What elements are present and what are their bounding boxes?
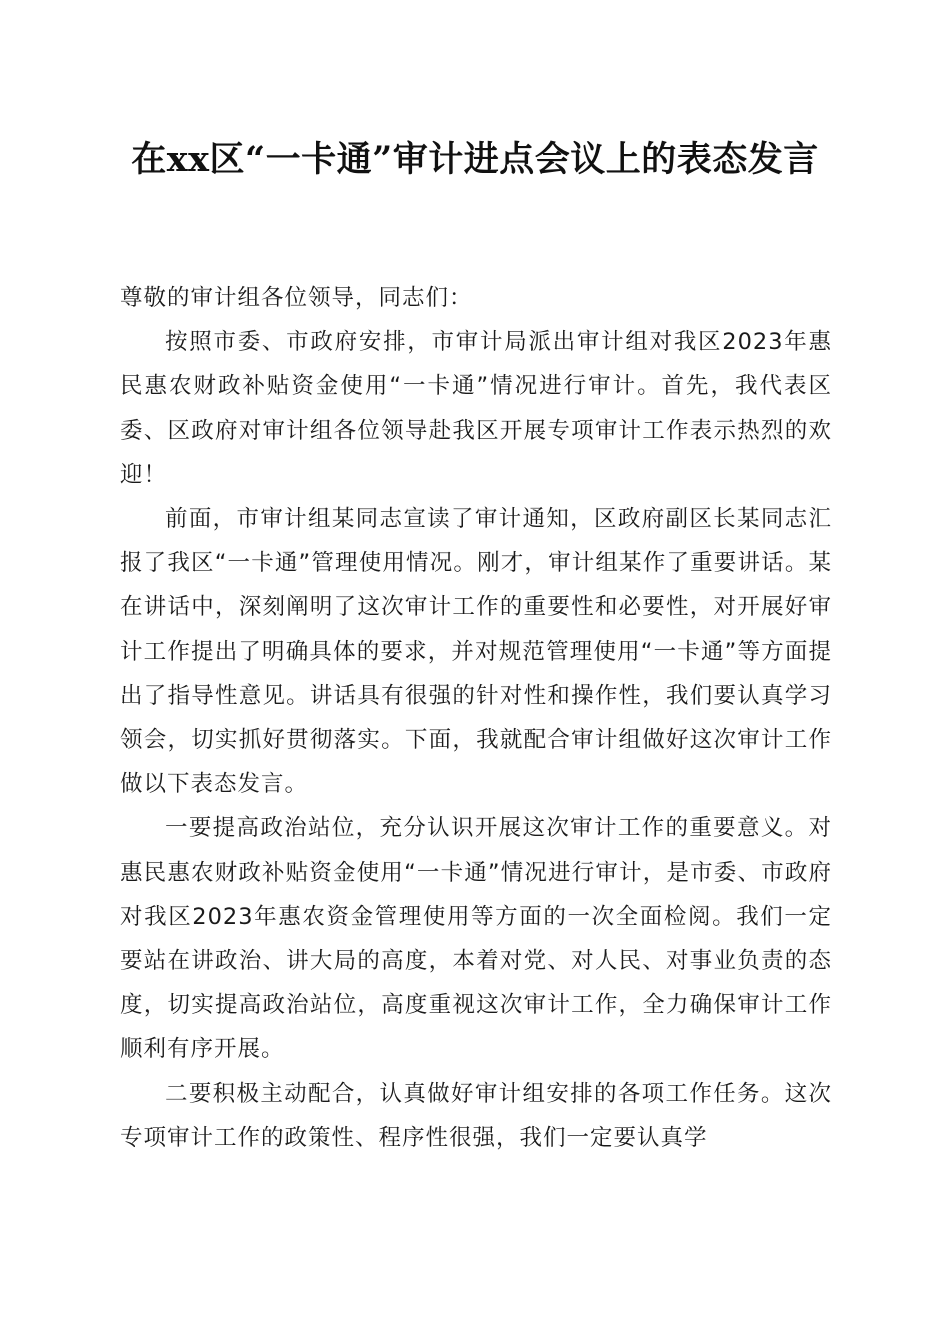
document-body [120,276,832,1160]
document-title: 在xx区“一卡通”审计进点会议上的表态发言 [131,139,819,180]
salutation: 尊敬的审计组各位领导，同志们： [120,285,473,311]
paragraph: 一要提高政治站位，充分认识开展这次审计工作的重要意义。对惠民惠农财政补贴资金使用“一卡通”情况进行审计，是市委、市政府对我区2023年惠农资金管理使用等方面的一次全面检阅。我们一定要站在讲政治、讲大局的高度，本着对党、对人民、对事业负责的态度，切实提高政治站位，高度重视这次审计工作，全力确保审计工作顺利有序开展。 [120,815,832,1063]
paragraph: 前面，市审计组某同志宣读了审计通知，区政府副区长某同志汇报了我区“一卡通”管理使用情况。刚才，审计组某作了重要讲话。某在讲话中，深刻阐明了这次审计工作的重要性和必要性，对开展好审计工作提出了明确具体的要求，并对规范管理使用“一卡通”等方面提出了指导性意见。讲话具有很强的针对性和操作性，我们要认真学习领会，切实抓好贯彻落实。下面，我就配合审计组做好这次审计工作做以下表态发言。 [120,506,832,798]
paragraph: 按照市委、市政府安排，市审计局派出审计组对我区2023年惠民惠农财政补贴资金使用“一卡通”情况进行审计。首先，我代表区委、区政府对审计组各位领导赴我区开展专项审计工作表示热烈的欢迎！ [120,329,832,488]
paragraph: 二要积极主动配合，认真做好审计组安排的各项工作任务。这次专项审计工作的政策性、程序性很强，我们一定要认真学 [120,1080,832,1151]
